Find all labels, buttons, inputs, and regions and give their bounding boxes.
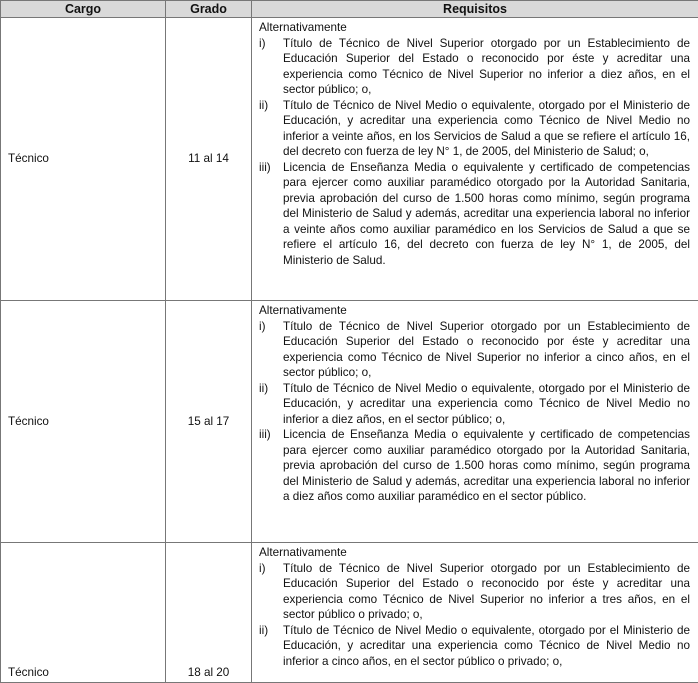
intro-text: Alternativamente xyxy=(259,303,690,319)
list-item xyxy=(259,427,690,505)
item-number: iii) xyxy=(259,427,283,505)
item-text: Título de Técnico de Nivel Medio o equivalente, otorgado por el Ministerio de Educación, y acreditar una experiencia como Técnico de Nivel Medio no inferior a veinte años, en los Servicios de Salud a que se refiere el artículo 16, del decreto con fuerza de ley N° 1, de 2005, del Ministerio de Salud; o, xyxy=(283,98,690,160)
header-requisitos: Requisitos xyxy=(252,1,698,18)
table-row xyxy=(1,543,698,683)
intro-text: Alternativamente xyxy=(259,545,690,561)
header-cargo: Cargo xyxy=(1,1,166,18)
grado-cell: 11 al 14 xyxy=(166,18,252,301)
item-number: iii) xyxy=(259,160,283,269)
item-number: i) xyxy=(259,319,283,381)
cargo-cell: Técnico xyxy=(1,301,166,543)
list-item xyxy=(259,36,690,98)
list-item xyxy=(259,623,690,670)
item-number: ii) xyxy=(259,98,283,160)
cargo-text: Técnico xyxy=(8,666,49,679)
requisitos-cell xyxy=(252,18,698,301)
cargo-cell: Técnico xyxy=(1,18,166,301)
list-item xyxy=(259,561,690,623)
header-row xyxy=(1,1,698,18)
item-text: Título de Técnico de Nivel Superior otorgado por un Establecimiento de Educación Superior del Estado o reconocido por éste y acreditar una experiencia como Técnico de Nivel Superior no inferior a tres años, en el sector público o privado; o, xyxy=(283,561,690,623)
grado-cell xyxy=(166,543,252,683)
requisitos-cell xyxy=(252,301,698,543)
grado-cell: 15 al 17 xyxy=(166,301,252,543)
item-number: i) xyxy=(259,36,283,98)
item-text: Título de Técnico de Nivel Medio o equivalente, otorgado por el Ministerio de Educación, y acreditar una experiencia como Técnico de Nivel Medio no inferior a cinco años, en el sector público o privado; o, xyxy=(283,623,690,670)
item-text: Título de Técnico de Nivel Superior otorgado por un Establecimiento de Educación Superior del Estado o reconocido por éste y acreditar una experiencia como Técnico de Nivel Superior no inferior a diez años, en el sector público; o, xyxy=(283,36,690,98)
item-text: Título de Técnico de Nivel Superior otorgado por un Establecimiento de Educación Superior del Estado o reconocido por éste y acreditar una experiencia como Técnico de Nivel Superior no inferior a cinco años, en el sector público; o, xyxy=(283,319,690,381)
item-number: ii) xyxy=(259,623,283,670)
intro-text: Alternativamente xyxy=(259,20,690,36)
requisitos-cell xyxy=(252,543,698,683)
table-row xyxy=(1,301,698,543)
item-number: i) xyxy=(259,561,283,623)
cargo-cell xyxy=(1,543,166,683)
header-grado: Grado xyxy=(166,1,252,18)
item-number: ii) xyxy=(259,381,283,428)
list-item xyxy=(259,319,690,381)
item-text: Título de Técnico de Nivel Medio o equivalente, otorgado por el Ministerio de Educación, y acreditar una experiencia como Técnico de Nivel Medio no inferior a diez años, en el sector público; o, xyxy=(283,381,690,428)
list-item xyxy=(259,160,690,269)
item-text: Licencia de Enseñanza Media o equivalente y certificado de competencias para ejercer como auxiliar paramédico otorgado por la Autoridad Sanitaria, previa aprobación del curso de 1.500 horas como mínimo, según programa del Ministerio de Salud y además, acreditar una experiencia laboral no inferior a diez años como auxiliar paramédico en el sector público. xyxy=(283,427,690,505)
table-row xyxy=(1,18,698,301)
list-item xyxy=(259,98,690,160)
item-text: Licencia de Enseñanza Media o equivalente y certificado de competencias para ejercer como auxiliar paramédico otorgado por la Autoridad Sanitaria, previa aprobación del curso de 1.500 horas como mínimo, según programa del Ministerio de Salud y además, acreditar una experiencia laboral no inferior a veinte años como auxiliar paramédico en los Servicios de Salud a que se refiere el artículo 16, del decreto con fuerza de ley N° 1, de 2005, del Ministerio de Salud. xyxy=(283,160,690,269)
grado-text: 18 al 20 xyxy=(188,666,230,679)
list-item xyxy=(259,381,690,428)
